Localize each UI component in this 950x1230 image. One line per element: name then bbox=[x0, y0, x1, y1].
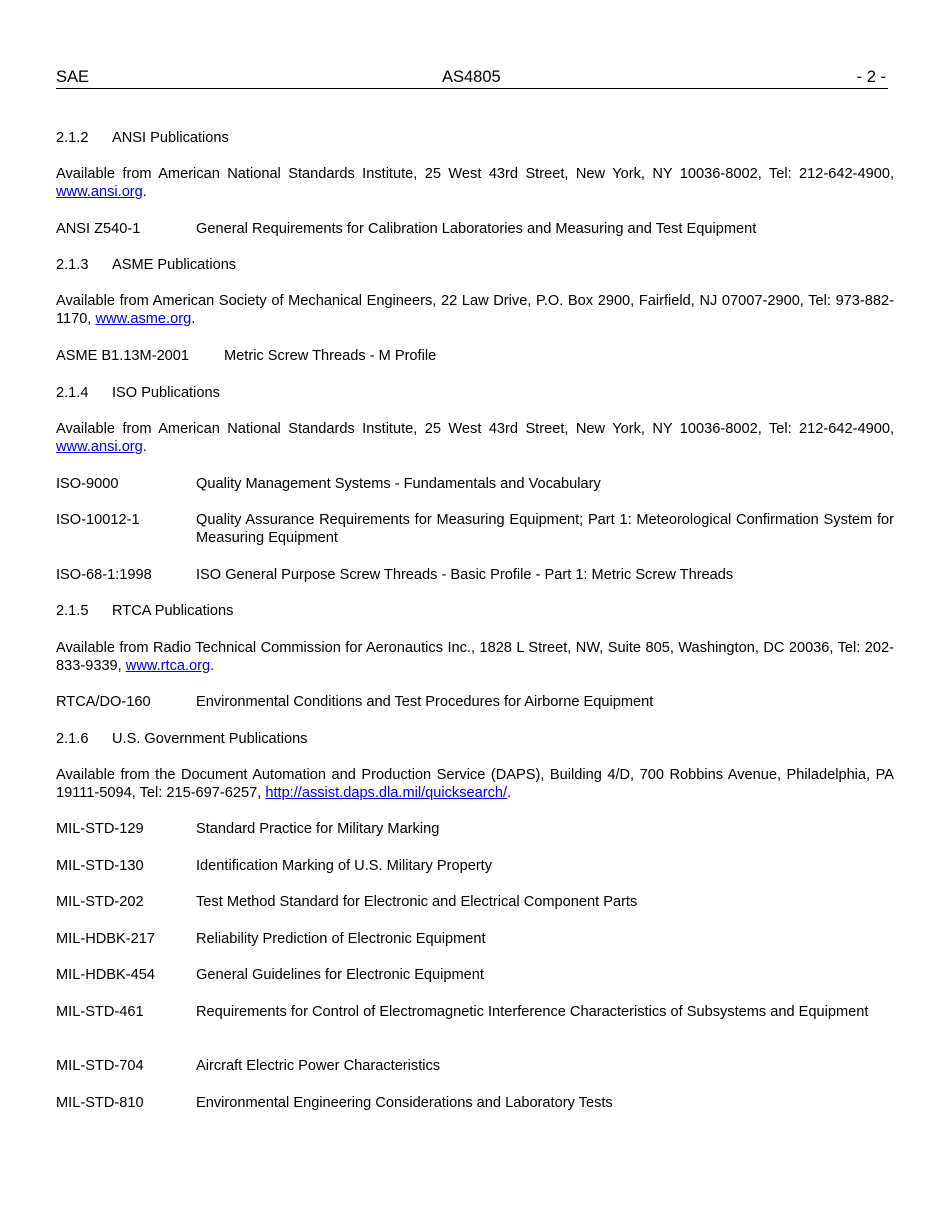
reference-code: MIL-HDBK-454 bbox=[56, 967, 155, 983]
section-heading-ansi bbox=[56, 129, 894, 147]
reference-code: MIL-STD-129 bbox=[56, 821, 144, 837]
reference-code: MIL-STD-810 bbox=[56, 1095, 144, 1111]
page-header bbox=[56, 67, 888, 89]
section-title: ISO Publications bbox=[112, 385, 220, 401]
reference-title: Test Method Standard for Electronic and Electrical Component Parts bbox=[196, 894, 638, 910]
reference-title: General Guidelines for Electronic Equipment bbox=[196, 967, 484, 983]
ansi-website-link[interactable]: www.ansi.org bbox=[56, 184, 143, 200]
reference-row bbox=[56, 475, 894, 493]
reference-code: ISO-9000 bbox=[56, 476, 119, 492]
header-page-number: - 2 - bbox=[856, 68, 886, 86]
section-heading-rtca bbox=[56, 602, 894, 620]
reference-title: Requirements for Control of Electromagnetic Interference Characteristics of Subsystems and Equipment bbox=[196, 1004, 869, 1020]
availability-paragraph-rtca: Available from Radio Technical Commission for Aeronautics Inc., 1828 L Street, NW, Suite 805, Washington, DC 20036, Tel: 202-833-9339, www.rtca.org. bbox=[56, 640, 894, 674]
reference-code: MIL-STD-461 bbox=[56, 1004, 144, 1020]
reference-title: Environmental Engineering Considerations and Laboratory Tests bbox=[196, 1095, 613, 1111]
reference-code: MIL-STD-130 bbox=[56, 858, 144, 874]
availability-paragraph-ansi: Available from American National Standards Institute, 25 West 43rd Street, New York, NY 10036-8002, Tel: 212-642-4900, www.ansi.org. bbox=[56, 166, 894, 200]
section-number: 2.1.2 bbox=[56, 130, 89, 146]
reference-row bbox=[56, 511, 894, 547]
reference-code: ISO-10012-1 bbox=[56, 512, 140, 528]
availability-paragraph-usgov: Available from the Document Automation and Production Service (DAPS), Building 4/D, 700 Robbins Avenue, Philadelphia, PA 19111-5094, Tel: 215-697-6257, http://assist.daps.dla.mil/quicksearch/. bbox=[56, 767, 894, 801]
reference-row bbox=[56, 1057, 894, 1075]
reference-code: MIL-STD-704 bbox=[56, 1058, 144, 1074]
reference-title: Aircraft Electric Power Characteristics bbox=[196, 1058, 441, 1074]
reference-code: ANSI Z540-1 bbox=[56, 221, 141, 237]
reference-row bbox=[56, 347, 894, 365]
reference-row bbox=[56, 693, 894, 711]
reference-title: General Requirements for Calibration Laboratories and Measuring and Test Equipment bbox=[196, 221, 757, 237]
section-title: U.S. Government Publications bbox=[112, 731, 308, 747]
reference-code: ISO-68-1:1998 bbox=[56, 567, 152, 583]
section-number: 2.1.3 bbox=[56, 257, 89, 273]
reference-title: Quality Assurance Requirements for Measuring Equipment; Part 1: Meteorological Confirmation System for Measuring Equipment bbox=[196, 512, 894, 546]
reference-title: Identification Marking of U.S. Military Property bbox=[196, 858, 493, 874]
reference-title: Standard Practice for Military Marking bbox=[196, 821, 440, 837]
header-org: SAE bbox=[56, 68, 90, 86]
reference-code: MIL-HDBK-217 bbox=[56, 931, 155, 947]
rtca-website-link[interactable]: www.rtca.org bbox=[125, 658, 211, 674]
reference-row bbox=[56, 893, 894, 911]
reference-row bbox=[56, 1003, 894, 1021]
section-title: ANSI Publications bbox=[112, 130, 229, 146]
document-page bbox=[56, 0, 894, 1230]
reference-row bbox=[56, 966, 894, 984]
section-heading-iso bbox=[56, 384, 894, 402]
availability-paragraph-iso: Available from American National Standards Institute, 25 West 43rd Street, New York, NY 10036-8002, Tel: 212-642-4900, www.ansi.org. bbox=[56, 421, 894, 455]
section-heading-asme bbox=[56, 256, 894, 274]
reference-row bbox=[56, 220, 894, 238]
reference-row bbox=[56, 930, 894, 948]
asme-website-link[interactable]: www.asme.org bbox=[95, 311, 192, 327]
iso-website-link[interactable]: www.ansi.org bbox=[56, 439, 143, 455]
reference-title: ISO General Purpose Screw Threads - Basic Profile - Part 1: Metric Screw Threads bbox=[196, 567, 734, 583]
reference-row bbox=[56, 566, 894, 584]
reference-row bbox=[56, 857, 894, 875]
section-number: 2.1.5 bbox=[56, 603, 89, 619]
section-number: 2.1.4 bbox=[56, 385, 89, 401]
header-doc-number: AS4805 bbox=[442, 68, 501, 86]
reference-row bbox=[56, 1094, 894, 1112]
section-number: 2.1.6 bbox=[56, 731, 89, 747]
reference-title: Metric Screw Threads - M Profile bbox=[224, 348, 437, 364]
section-heading-usgov bbox=[56, 730, 894, 748]
reference-row bbox=[56, 820, 894, 838]
reference-code: ASME B1.13M-2001 bbox=[56, 348, 190, 364]
reference-title: Quality Management Systems - Fundamentals and Vocabulary bbox=[196, 476, 601, 492]
reference-title: Reliability Prediction of Electronic Equipment bbox=[196, 931, 486, 947]
availability-paragraph-asme: Available from American Society of Mechanical Engineers, 22 Law Drive, P.O. Box 2900, Fairfield, NJ 07007-2900, Tel: 973-882-1170, www.asme.org. bbox=[56, 293, 894, 327]
section-title: RTCA Publications bbox=[112, 603, 234, 619]
reference-code: RTCA/DO-160 bbox=[56, 694, 151, 710]
reference-code: MIL-STD-202 bbox=[56, 894, 144, 910]
reference-title: Environmental Conditions and Test Procedures for Airborne Equipment bbox=[196, 694, 654, 710]
daps-quicksearch-link[interactable]: http://assist.daps.dla.mil/quicksearch/ bbox=[265, 785, 508, 801]
section-title: ASME Publications bbox=[112, 257, 237, 273]
